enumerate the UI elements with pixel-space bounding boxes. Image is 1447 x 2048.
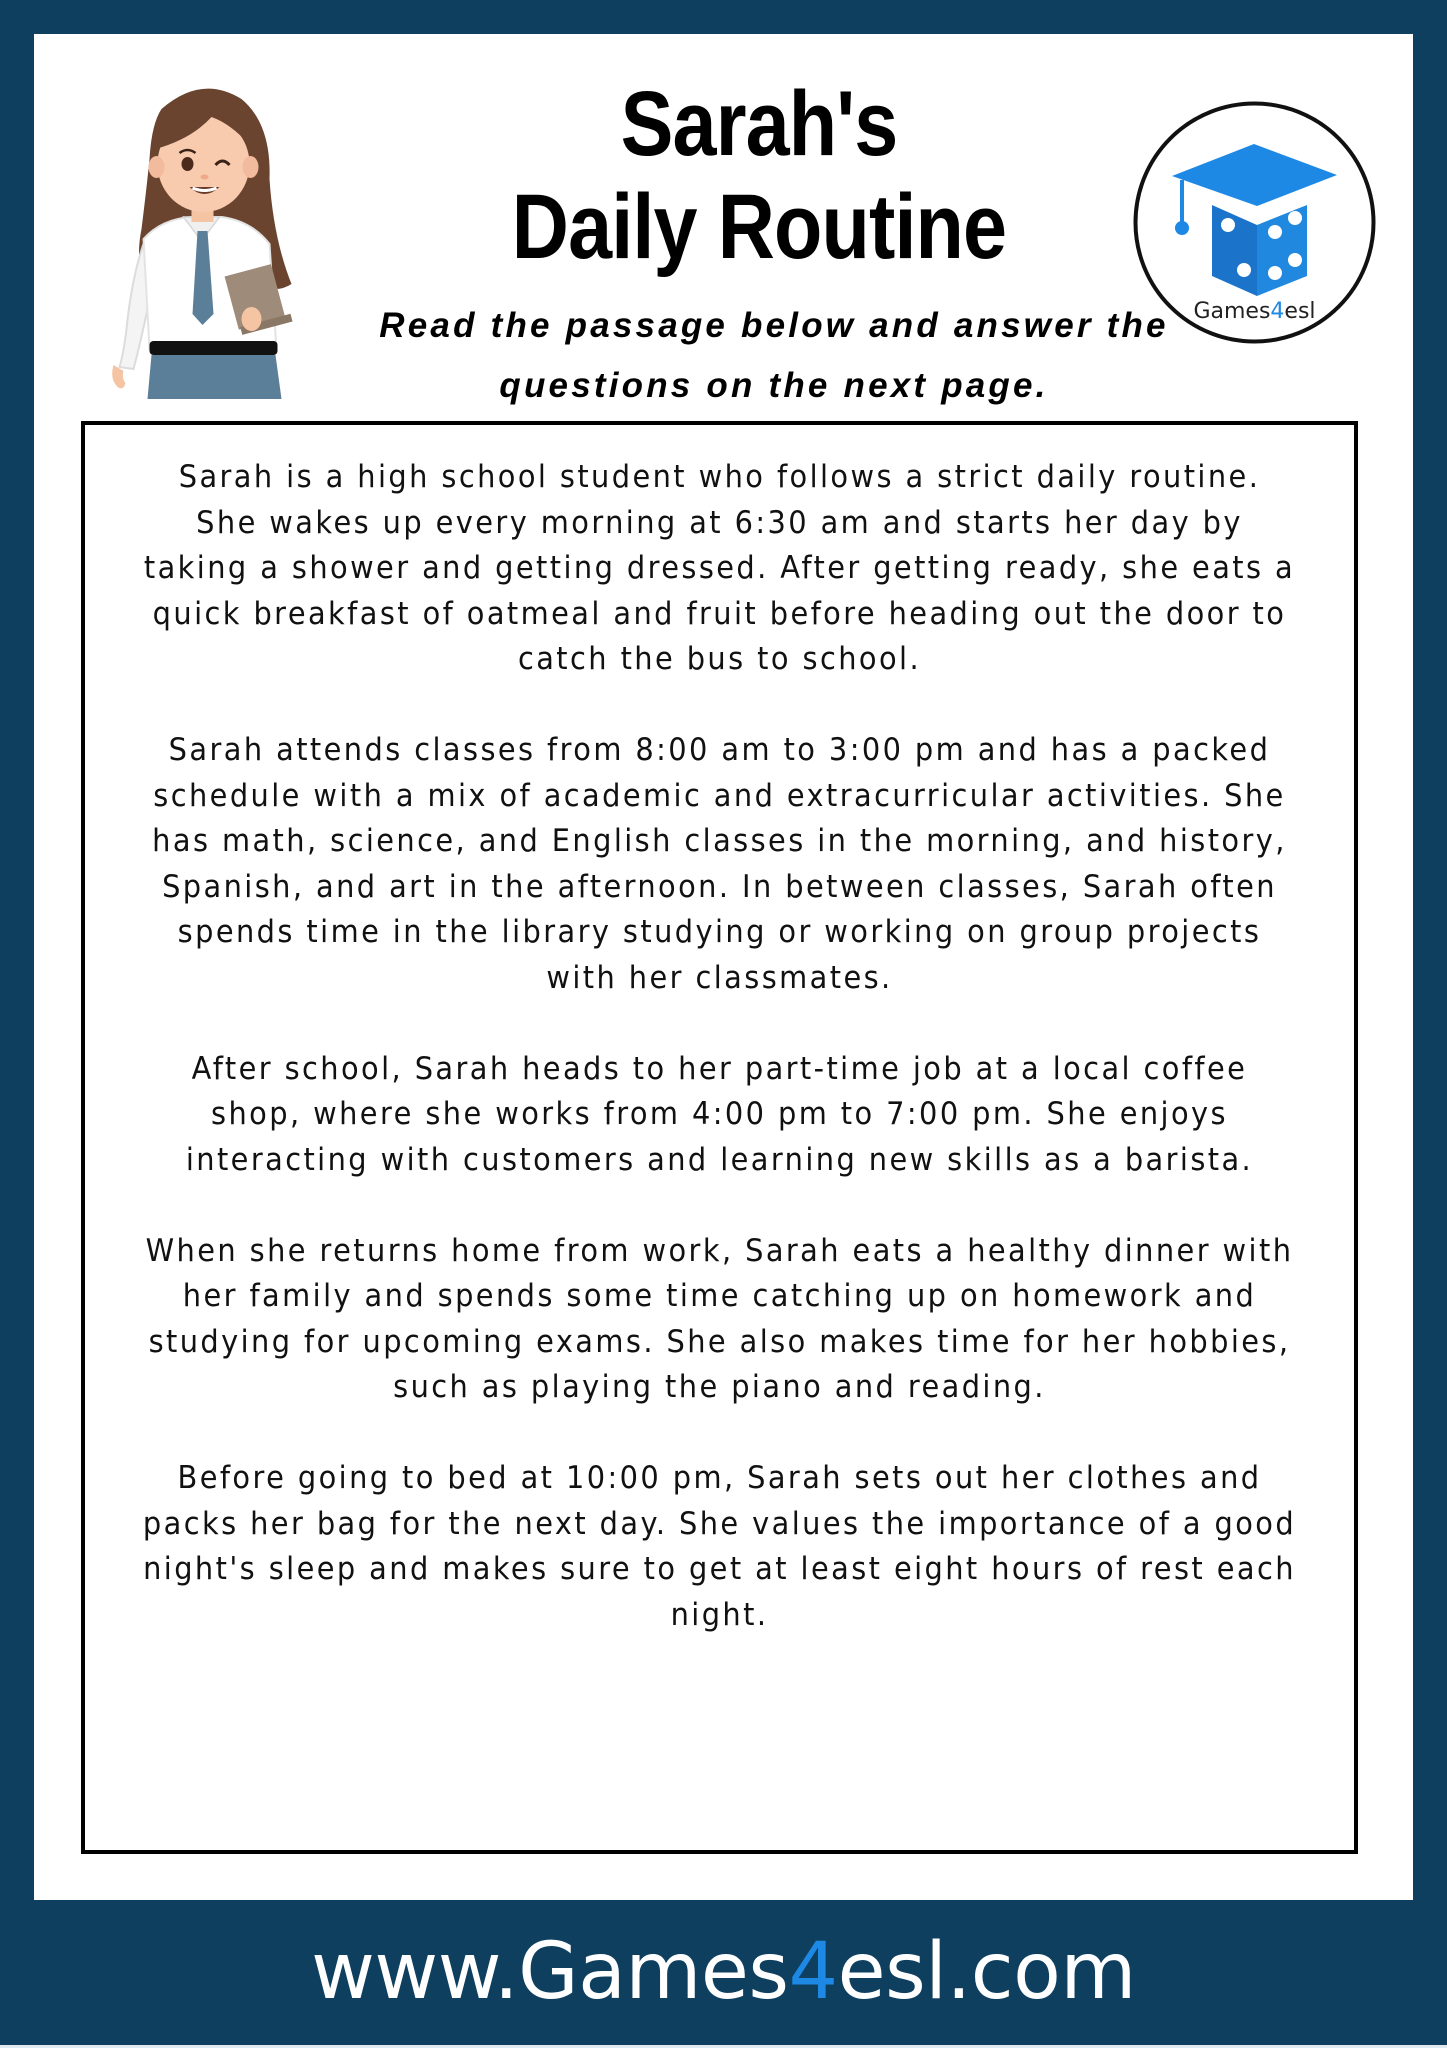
footer-website-link[interactable] xyxy=(0,1900,1447,2045)
instructions-line1: Read the passage below and answer the xyxy=(379,306,1169,345)
passage-paragraph-2: Sarah attends classes from 8:00 am to 3:00 pm and has a packed schedule with a mix of academic and extracurricular activities. She has math, science, and English classes in the morning, and history, Spanish, and art in the afternoon. In between classes, Sarah often spends time in the library studying or working on group projects with her classmates. xyxy=(152,732,1287,996)
logo-brand-accent: 4 xyxy=(1270,299,1285,324)
page-title-line2: Daily Routine xyxy=(511,176,1007,278)
instructions-line2: questions on the next page. xyxy=(499,366,1049,405)
svg-text:Games4esl xyxy=(1193,299,1315,324)
games4esl-logo-icon xyxy=(1132,100,1377,345)
reading-passage xyxy=(142,455,1296,1638)
passage-paragraph-5: Before going to bed at 10:00 pm, Sarah sets out her clothes and packs her bag for the next day. She values the importance of a good night's sleep and makes sure to get at least eight hours of rest each night. xyxy=(142,1460,1297,1633)
footer-url-accent: 4 xyxy=(788,1927,838,2017)
passage-paragraph-1: Sarah is a high school student who follows a strict daily routine. She wakes up every morning at 6:30 am and starts her day by taking a shower and getting dressed. After getting ready, she eats a quick breakfast of oatmeal and fruit before heading out the door to catch the bus to school. xyxy=(143,459,1296,677)
passage-paragraph-3: After school, Sarah heads to her part-time job at a local coffee shop, where she works from 4:00 pm to 7:00 pm. She enjoys interacting with customers and learning new skills as a barista. xyxy=(185,1050,1254,1178)
worksheet-page xyxy=(34,34,1413,1900)
footer-url-prefix: www.Games xyxy=(311,1927,789,2017)
reading-passage-box xyxy=(81,421,1358,1854)
page-title-line1: Sarah's xyxy=(620,73,898,175)
footer-url-suffix: esl.com xyxy=(837,1927,1136,2017)
logo-brand-prefix: Games xyxy=(1193,299,1271,324)
logo-brand-suffix: esl xyxy=(1284,299,1316,324)
passage-paragraph-4: When she returns home from work, Sarah eats a healthy dinner with her family and spends some time catching up on homework and studying for upcoming exams. She also makes time for her hobbies, such as playing the piano and reading. xyxy=(145,1232,1294,1405)
